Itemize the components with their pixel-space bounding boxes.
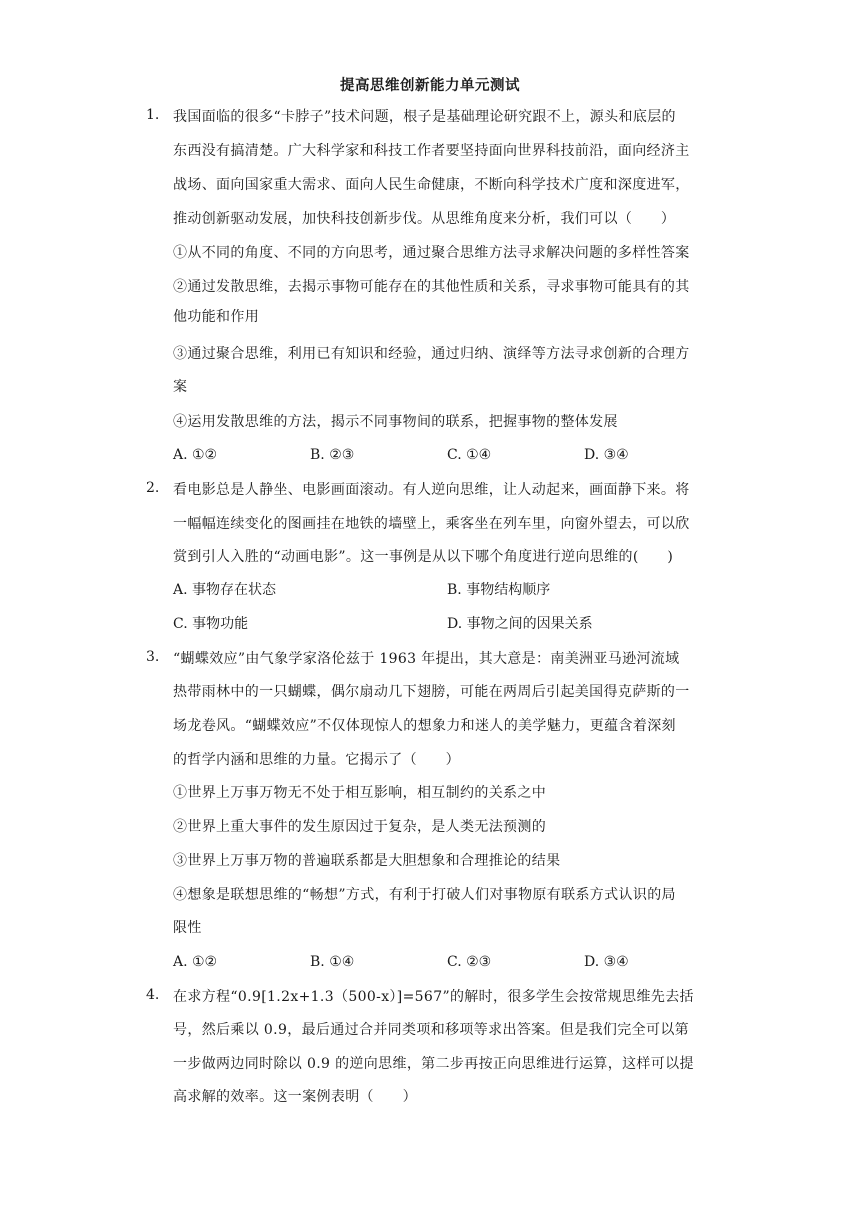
question-text-line: 一步做两边同时除以 0.9 的逆向思维，第二步再按正向思维进行运算，这样可以提 [173,1056,694,1072]
question-text-line: 号，然后乘以 0.9，最后通过合并同类项和移项等求出答案。但是我们完全可以第 [173,1022,690,1038]
question-text-line: 一幅幅连续变化的图画挂在地铁的墙壁上，乘客坐在列车里，向窗外望去，可以欣 [173,516,690,532]
statement-3: ③通过聚合思维，利用已有知识和经验，通过归纳、演绎等方法寻求创新的合理方 [173,346,690,362]
statement-1: ①世界上万事万物无不处于相互影响，相互制约的关系之中 [173,785,547,801]
option-c[interactable]: C. ①④ [447,447,492,463]
option-a[interactable]: A. ①② [173,954,218,970]
question-text-line: 热带雨林中的一只蝴蝶，偶尔扇动几下翅膀，可能在两周后引起美国得克萨斯的一 [173,684,690,700]
question-number: 3. [146,649,160,665]
question-text-line: 看电影总是人静坐、电影画面滚动。有人逆向思维，让人动起来，画面静下来。将 [173,482,690,498]
statement-3-cont: 案 [173,379,188,395]
statement-4-cont: 限性 [173,920,202,936]
statement-3: ③世界上万事万物的普遍联系都是大胆想象和合理推论的结果 [173,853,561,869]
option-c[interactable]: C. 事物功能 [173,616,249,632]
option-a[interactable]: A. 事物存在状态 [173,582,277,598]
option-d[interactable]: D. ③④ [584,954,629,970]
question-text-line: 高求解的效率。这一案例表明（ ） [173,1089,417,1105]
question-text-line: 战场、面向国家重大需求、面向人民生命健康，不断向科学技术广度和深度进军， [173,177,690,193]
question-text-line: 推动创新驱动发展，加快科技创新步伐。从思维角度来分析，我们可以（ ） [173,211,676,227]
question-number: 2. [146,480,160,496]
statement-2: ②通过发散思维，去揭示事物可能存在的其他性质和关系，寻求事物可能具有的其 [173,279,690,295]
question-text-line: 在求方程“0.9[1.2x+1.3（500-x）]=567”的解时，很多学生会按常规思维先去括 [173,989,694,1005]
statement-4: ④运用发散思维的方法，揭示不同事物间的联系，把握事物的整体发展 [173,414,618,430]
statement-2-cont: 他功能和作用 [173,309,260,325]
option-c[interactable]: C. ②③ [447,954,492,970]
option-b[interactable]: B. 事物结构顺序 [447,582,551,598]
option-d[interactable]: D. ③④ [584,447,629,463]
question-text-line: 的哲学内涵和思维的力量。它揭示了（ ） [173,752,460,768]
question-number: 4. [146,987,160,1003]
question-text-line: 东西没有搞清楚。广大科学家和科技工作者要坚持面向世界科技前沿，面向经济主 [173,143,690,159]
page-title: 提高思维创新能力单元测试 [340,78,520,94]
option-b[interactable]: B. ②③ [310,447,355,463]
statement-1: ①从不同的角度、不同的方向思考，通过聚合思维方法寻求解决问题的多样性答案 [173,245,690,261]
option-d[interactable]: D. 事物之间的因果关系 [447,616,593,632]
question-text-line: 赏到引人入胜的“动画电影”。这一事例是从以下哪个角度进行逆向思维的( ) [173,549,674,565]
option-a[interactable]: A. ①② [173,447,218,463]
statement-4: ④想象是联想思维的“畅想”方式，有利于打破人们对事物原有联系方式认识的局 [173,887,676,903]
question-text-line: “蝴蝶效应”由气象学家洛伦兹于 1963 年提出，其大意是：南美洲亚马逊河流域 [173,651,680,667]
question-text-line: 场龙卷风。“蝴蝶效应”不仅体现惊人的想象力和迷人的美学魅力，更蕴含着深刻 [173,718,676,734]
question-number: 1. [146,107,160,123]
question-text-line: 我国面临的很多“卡脖子”技术问题，根子是基础理论研究跟不上，源头和底层的 [173,109,676,125]
statement-2: ②世界上重大事件的发生原因过于复杂，是人类无法预测的 [173,819,547,835]
option-b[interactable]: B. ①④ [310,954,355,970]
